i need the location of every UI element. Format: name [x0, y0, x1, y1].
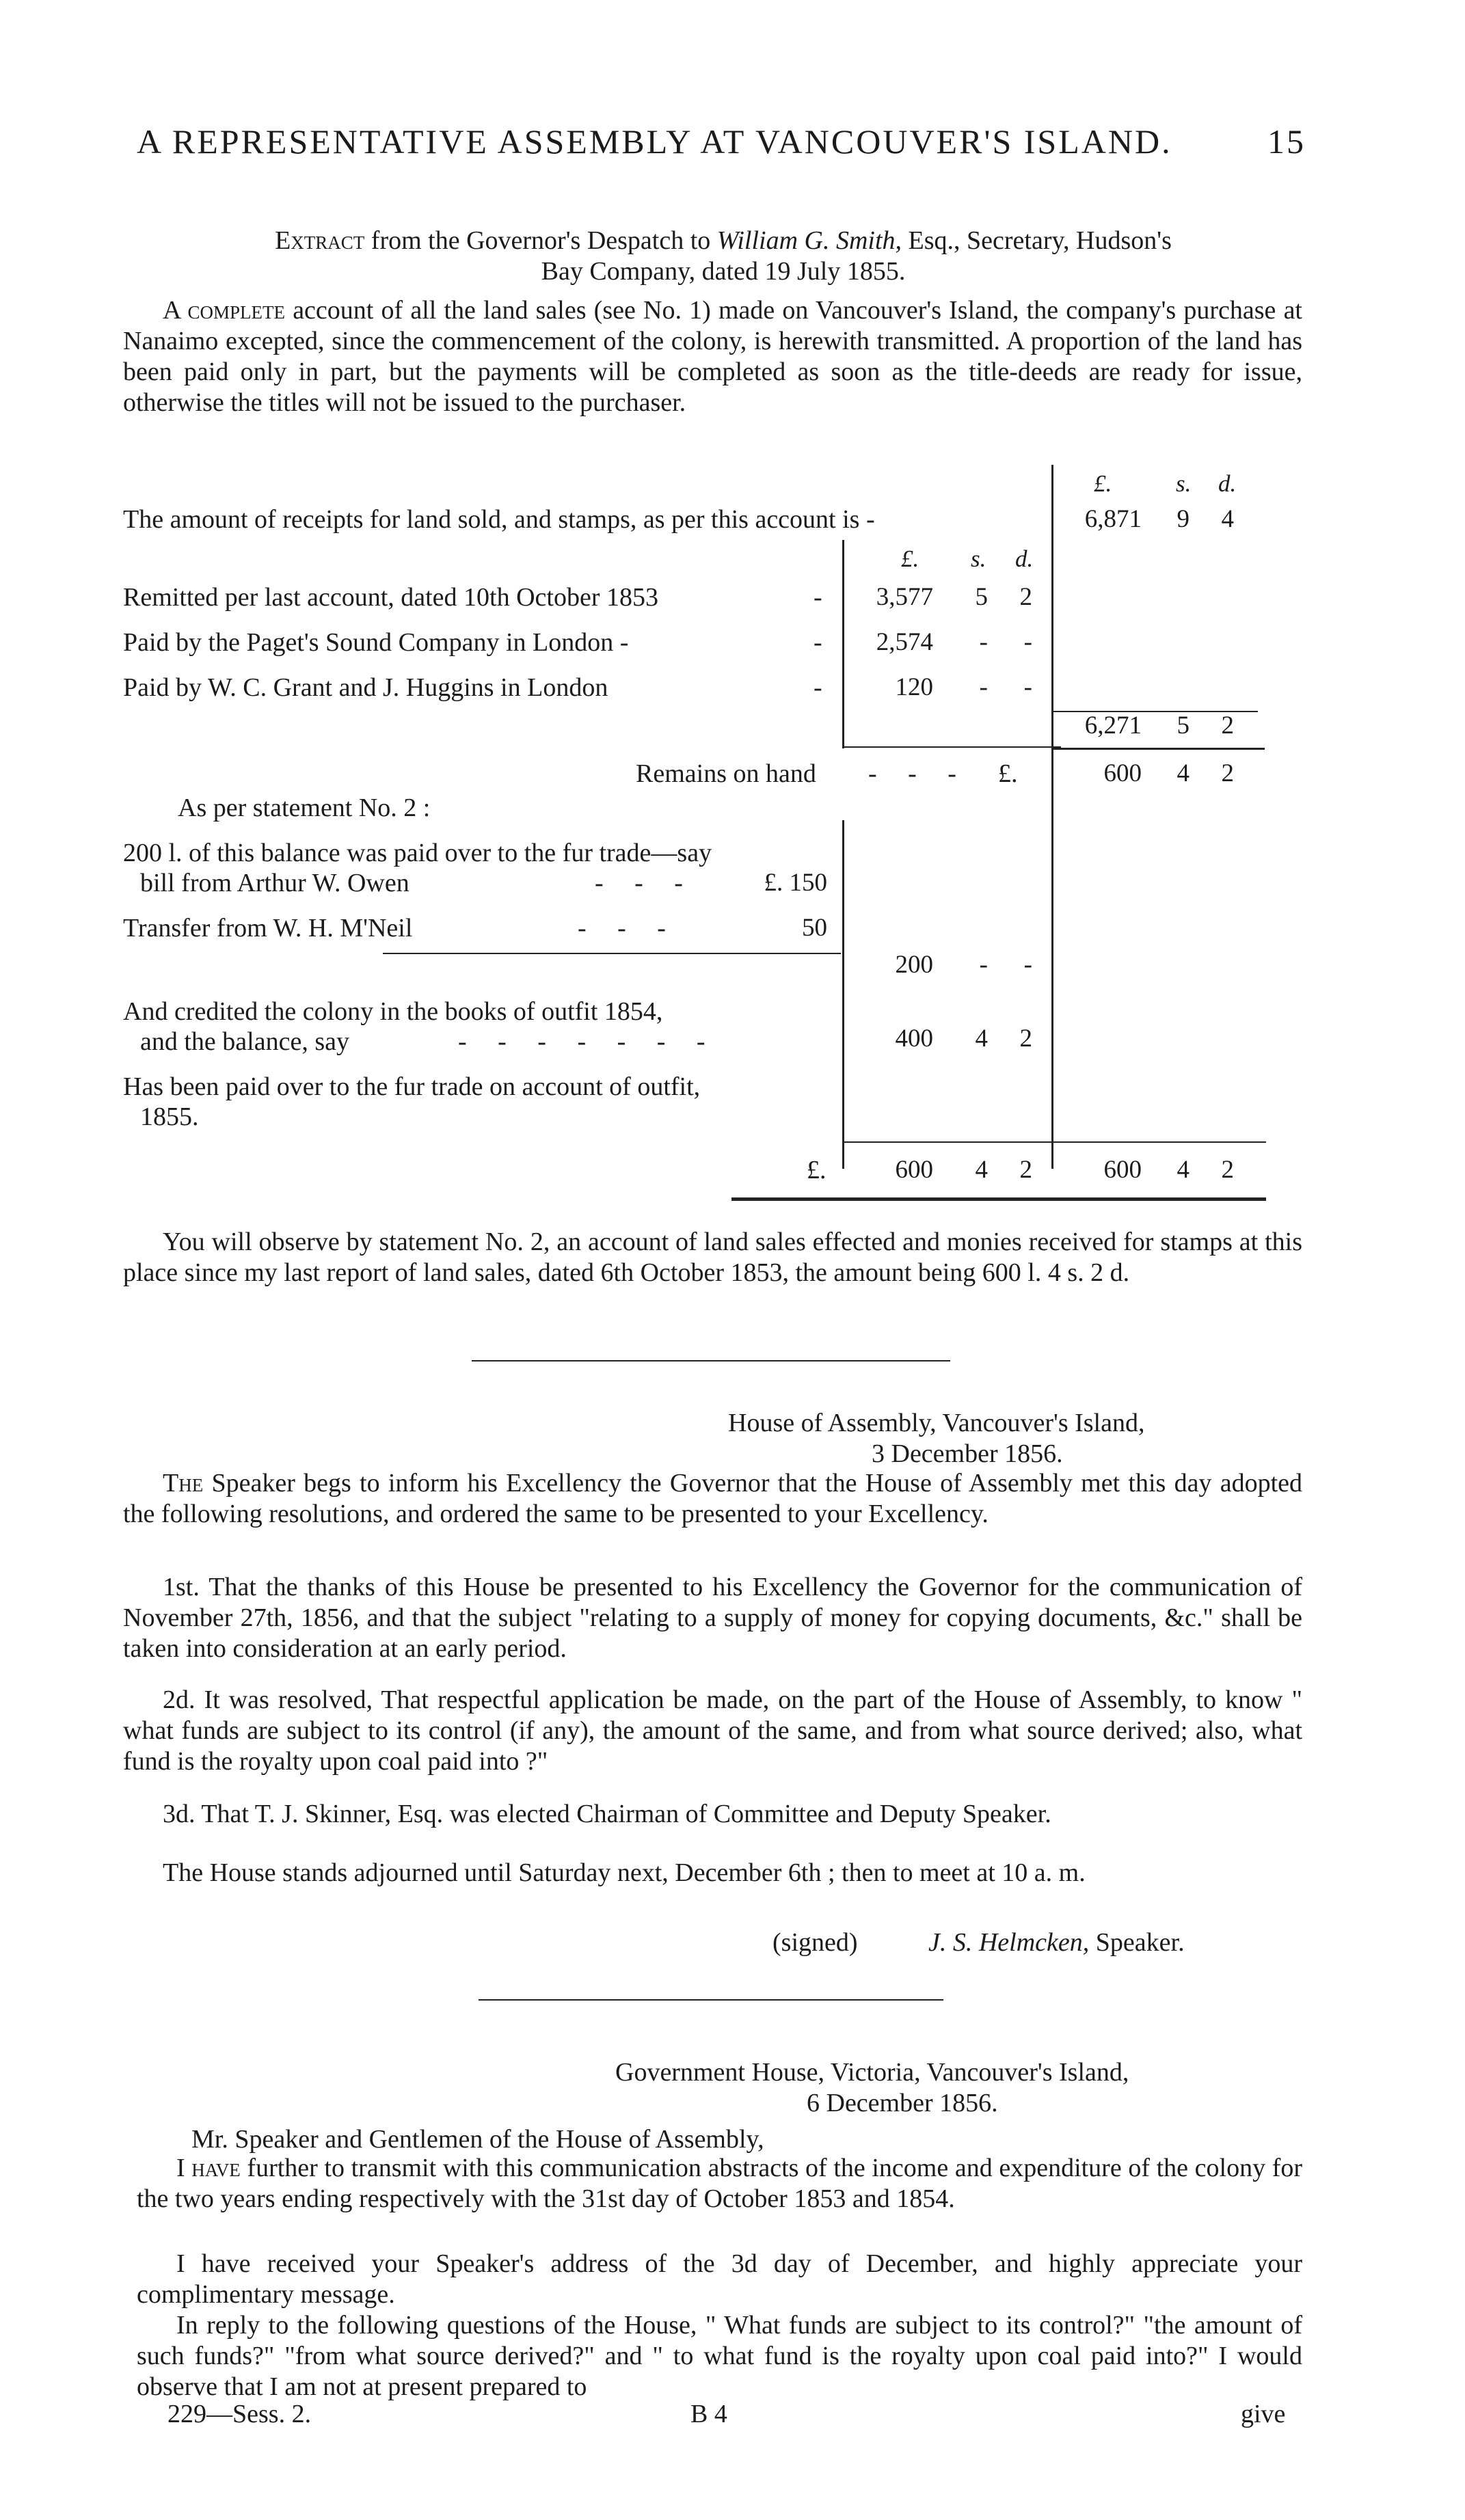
receipts-shillings: 9 [1177, 505, 1190, 533]
left-col-pounds-header: £. [901, 545, 919, 572]
extract-heading-line1: Extract from the Governor's Despatch to William G. Smith, Esq., Secretary, Hudson's [275, 226, 1172, 255]
right-col-pence-header: d. [1218, 470, 1237, 497]
subtotal-shillings: 5 [1177, 712, 1190, 740]
resolution-2: 2d. It was resolved, That respectful application be made, on the part of the House of Assembly, to know " what funds are subject to its control (if any), the amount of the same, and from what source derived; also, what fund is the royalty upon coal paid into ?" [123, 1685, 1302, 1776]
row-remitted-label: Remitted per last account, dated 10th October 1853 [123, 583, 658, 612]
fur-trade-line2: bill from Arthur W. Owen [140, 869, 409, 897]
government-para-1: I have further to transmit with this communication abstracts of the income and expenditure of the colony for the two years ending respectively with the 31st day of October 1853 and 1854. [137, 2154, 1303, 2213]
running-header [137, 122, 1306, 161]
row-remitted-dash: - [814, 583, 822, 612]
government-address-line1: Government House, Victoria, Vancouver's Island, [615, 2058, 1129, 2087]
row-grant-pounds: 120 [895, 673, 933, 701]
subtotal-pence: 2 [1221, 712, 1234, 740]
totals-bottom-rule [731, 1197, 1266, 1201]
speaker-signature: J. S. Helmcken, Speaker. [928, 1928, 1185, 1957]
extract-paragraph: A complete account of all the land sales (see No. 1) made on Vancouver's Island, the company's purchase at Nanaimo excepted, since the commencement of the colony, is herewith transmitted. A proportion of the land has been paid only in part, but the payments will be completed as soon as the title-deeds are ready for issue, otherwise the titles will not be issued to the purchaser. [123, 296, 1302, 417]
receipts-pence: 4 [1221, 505, 1234, 533]
left-block-close-rule [842, 746, 1061, 748]
transfer-label: Transfer from W. H. M'Neil [123, 914, 413, 943]
total-left-shillings: 4 [975, 1156, 988, 1184]
totals-top-rule [842, 1141, 1266, 1143]
left-column-rule-upper [842, 540, 844, 748]
right-column-rule [1051, 465, 1053, 1169]
assembly-address-line1: House of Assembly, Vancouver's Island, [728, 1409, 1145, 1437]
row-grant-label: Paid by W. C. Grant and J. Huggins in London [123, 673, 608, 702]
credited-shillings: 4 [975, 1025, 988, 1053]
transfer-dashes: - - - [578, 914, 678, 943]
remains-shillings: 4 [1177, 759, 1190, 787]
row-pagets-pence: - [1023, 628, 1032, 656]
credited-line1: And credited the colony in the books of outfit 1854, [123, 997, 663, 1026]
paid-fur-line2: 1855. [140, 1102, 199, 1131]
fur-trade-dashes: - - - [595, 869, 695, 897]
total-left-pence: 2 [1019, 1156, 1032, 1184]
row-grant-pence: - [1023, 673, 1032, 701]
row-grant-shillings: - [979, 673, 988, 701]
credited-line2: and the balance, say [140, 1027, 349, 1056]
transfer-rule [383, 953, 841, 954]
transfer-total-pounds: 200 [895, 951, 933, 979]
fur-trade-amount: £. 150 [764, 869, 827, 897]
row-remitted-pounds: 3,577 [876, 583, 933, 611]
total-right-pence: 2 [1221, 1156, 1234, 1184]
row-grant-dash: - [814, 673, 822, 702]
remains-currency: £. [998, 759, 1018, 788]
signed-label: (signed) [772, 1928, 858, 1957]
observe-paragraph: You will observe by statement No. 2, an account of land sales effected and monies received for stamps at this place since my last report of land sales, dated 6th October 1853, the amount being 600 l. 4 s. 2 d. [123, 1228, 1302, 1287]
government-address-line2: 6 December 1856. [807, 2089, 998, 2117]
government-para-3: In reply to the following questions of the House, " What funds are subject to its control?" "the amount of such funds?" "from what source derived?" and " to what fund is the royalty upon coal paid into?" I would observe that I am not at present prepared to [137, 2311, 1302, 2401]
remains-pounds: 600 [1103, 759, 1142, 787]
row-pagets-pounds: 2,574 [876, 628, 933, 656]
subtotal-pounds: 6,271 [1084, 712, 1142, 740]
assembly-intro: The Speaker begs to inform his Excellency the Governor that the House of Assembly met this day adopted the following resolutions, and ordered the same to be presented to your Excellency. [123, 1469, 1302, 1528]
remains-dashes: - - - [868, 759, 969, 788]
credited-pence: 2 [1019, 1025, 1032, 1053]
row-pagets-shillings: - [979, 628, 988, 656]
total-currency: £. [807, 1156, 826, 1184]
remains-pence: 2 [1221, 759, 1234, 787]
as-per-statement: As per statement No. 2 : [178, 794, 431, 822]
assembly-address-line2: 3 December 1856. [872, 1439, 1063, 1468]
section-divider-1 [472, 1360, 950, 1361]
footer-catchword: give [1241, 2400, 1286, 2428]
receipts-label: The amount of receipts for land sold, and stamps, as per this account is - [123, 505, 875, 534]
total-left-pounds: 600 [895, 1156, 933, 1184]
receipts-pounds: 6,871 [1084, 505, 1142, 533]
government-para-2: I have received your Speaker's address of the 3d day of December, and highly appreciate your complimentary message. [137, 2249, 1302, 2309]
total-right-shillings: 4 [1177, 1156, 1190, 1184]
left-column-rule-lower [842, 820, 844, 1169]
adjourn-paragraph: The House stands adjourned until Saturday next, December 6th ; then to meet at 10 a. m. [163, 1858, 1086, 1887]
transfer-total-pence: - [1023, 951, 1032, 979]
footer-session: 229—Sess. 2. [167, 2400, 312, 2428]
salutation: Mr. Speaker and Gentlemen of the House of Assembly, [191, 2125, 764, 2154]
paid-fur-line1: Has been paid over to the fur trade on account of outfit, [123, 1072, 701, 1101]
right-col-pounds-header: £. [1094, 470, 1112, 497]
section-divider-2 [479, 1999, 943, 2001]
credited-dashes: - - - - - - - [458, 1027, 718, 1056]
row-pagets-label: Paid by the Paget's Sound Company in London - [123, 628, 629, 657]
resolution-3: 3d. That T. J. Skinner, Esq. was elected Chairman of Committee and Deputy Speaker. [163, 1800, 1051, 1828]
row-remitted-shillings: 5 [975, 583, 988, 611]
footer-signature-mark: B 4 [690, 2400, 727, 2428]
credited-pounds: 400 [895, 1025, 933, 1053]
row-remitted-pence: 2 [1019, 583, 1032, 611]
left-col-pence-header: d. [1015, 545, 1034, 572]
row-pagets-dash: - [814, 628, 822, 657]
fur-trade-line1: 200 l. of this balance was paid over to the fur trade—say [123, 839, 712, 867]
right-col-shillings-header: s. [1176, 470, 1192, 497]
transfer-total-shillings: - [979, 951, 988, 979]
transfer-amount: 50 [802, 914, 827, 942]
running-title: A REPRESENTATIVE ASSEMBLY AT VANCOUVER'S ISLAND. [137, 122, 1172, 161]
remains-label: Remains on hand [636, 759, 816, 788]
left-col-shillings-header: s. [971, 545, 986, 572]
page-number: 15 [1267, 122, 1306, 161]
total-right-pounds: 600 [1103, 1156, 1142, 1184]
extract-heading-line2: Bay Company, dated 19 July 1855. [541, 257, 906, 286]
resolution-1: 1st. That the thanks of this House be presented to his Excellency the Governor for the communication of November 27th, 1856, and that the subject "relating to a supply of money for copying documents, &c." shall be taken into consideration at an early period. [123, 1573, 1302, 1663]
remains-top-rule [1053, 748, 1265, 750]
